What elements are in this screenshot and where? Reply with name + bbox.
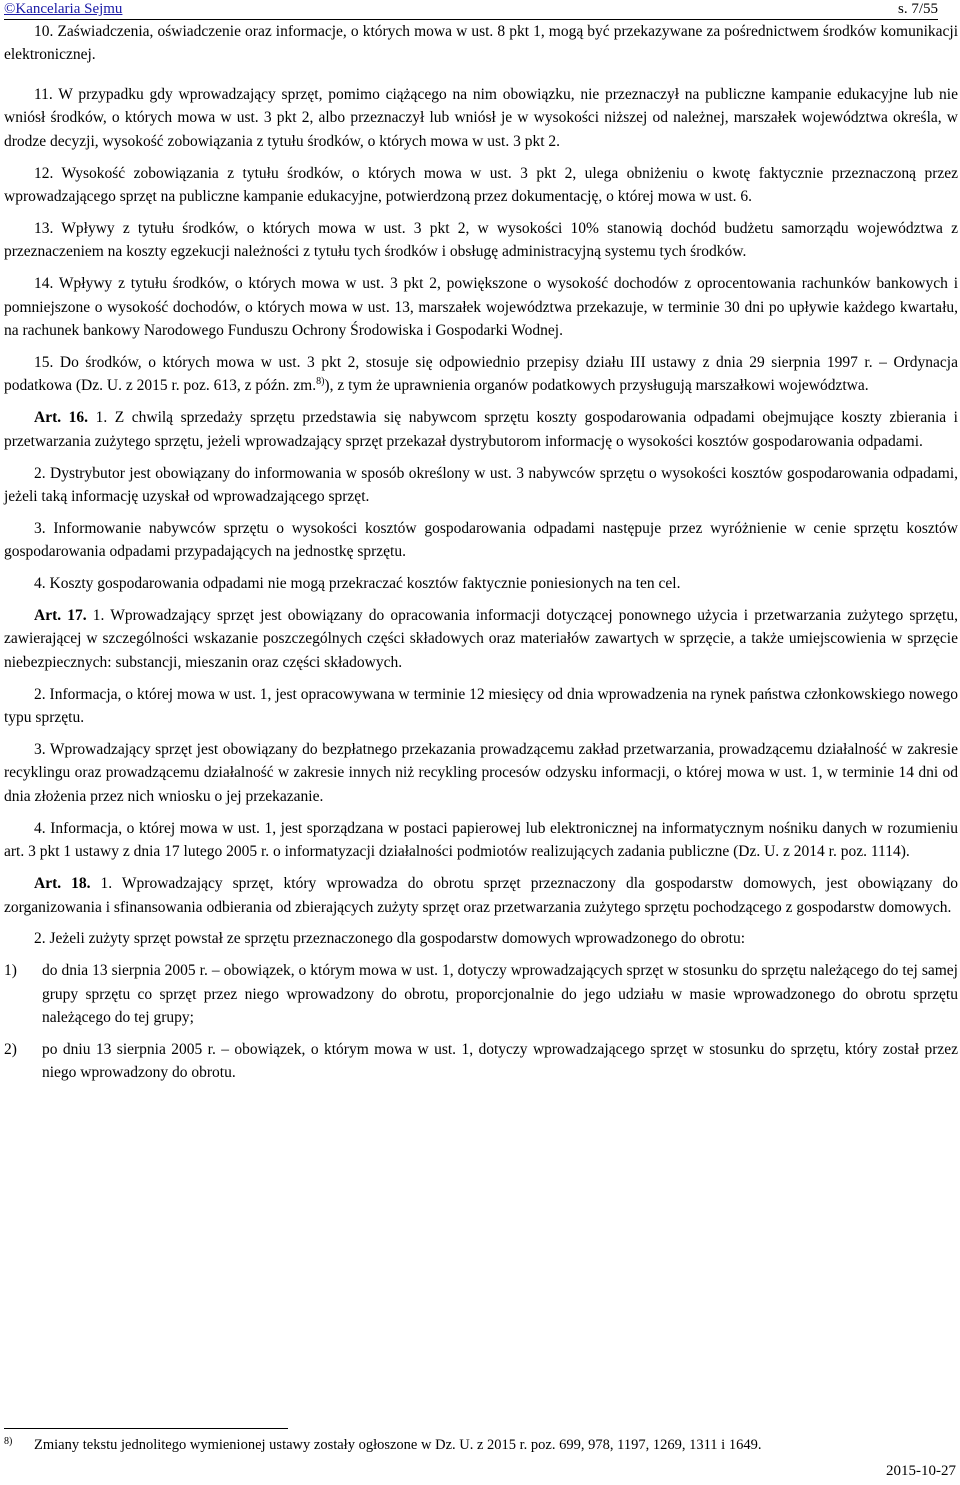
art-17-par-1: Art. 17. 1. Wprowadzający sprzęt jest obowiązany do opracowania informacji dotyczącej ponownego użycia i przetwarzania zużytego sprzętu, zawierającej w szczególności wskazanie poszczególnych części składowych oraz materiałów zawartych w sprzęcie, a także umiejscowienia w sprzęcie niebezpiecznych: substancji, mieszanin oraz części składowych. xyxy=(4,607,958,671)
article-label: Art. 16. xyxy=(34,409,89,427)
art-16-par-1: Art. 16. 1. Z chwilą sprzedaży sprzętu przedstawia się nabywcom sprzętu koszty gospodarowania odpadami obejmujące koszty zbierania i przetwarzania zużytego sprzętu, jeżeli wprowadzający sprzęt przekazał dystrybutorom informację o wysokości kosztów gospodarowania odpadami. xyxy=(4,409,958,450)
paragraph-14: 14. Wpływy z tytułu środków, o których mowa w ust. 3 pkt 2, powiększone o wysokość dochodów z oprocentowania rachunków bankowych i pomniejszone o wysokość dochodów, o których mowa w ust. 13, marszałek województwa przekazuje, w terminie 30 dni po upływie każdego kwartału, na rachunek bankowy Narodowego Funduszu Ochrony Środowiska i Gospodarki Wodnej. xyxy=(4,275,958,339)
art-17-par-4: 4. Informacja, o której mowa w ust. 1, jest sporządzana w postaci papierowej lub elektronicznej na informatycznym nośniku danych w rozumieniu art. 3 pkt 1 ustawy z dnia 17 lutego 2005 r. o informatyzacji działalności podmiotów realizujących zadania publiczne (Dz. U. z 2014 r. poz. 1114). xyxy=(4,819,958,861)
footnote xyxy=(4,1436,954,1454)
footnote-ref: 8) xyxy=(316,376,325,388)
list-item-text: po dniu 13 sierpnia 2005 r. – obowiązek, o którym mowa w ust. 1, dotyczy wprowadzającego sprzęt w stosunku do sprzętu, który został przez niego wprowadzony do obrotu. xyxy=(42,1041,958,1082)
article-label: Art. 17. xyxy=(34,607,87,625)
art-17-par-2: 2. Informacja, o której mowa w ust. 1, jest opracowywana w terminie 12 miesięcy od dnia wprowadzenia na rynek państwa członkowskiego nowego typu sprzętu. xyxy=(4,685,958,727)
page-header xyxy=(4,0,938,20)
list-item-number: 2) xyxy=(4,1041,17,1059)
list-item-number: 1) xyxy=(4,962,17,980)
list-item xyxy=(4,1038,958,1085)
art-16-par-4: 4. Koszty gospodarowania odpadami nie mogą przekraczać kosztów faktycznie poniesionych na ten cel. xyxy=(34,575,681,593)
page-number: s. 7/55 xyxy=(897,1,938,17)
article-label: Art. 18. xyxy=(34,875,91,893)
paragraph-10: 10. Zaświadczenia, oświadczenie oraz informacje, o których mowa w ust. 8 pkt 1, mogą być przekazywane za pośrednictwem środków komunikacji elektronicznej. xyxy=(4,23,958,64)
list-item xyxy=(4,959,958,1029)
footnote-divider xyxy=(4,1428,288,1429)
document-body xyxy=(4,20,958,1085)
paragraph-15: 15. Do środków, o których mowa w ust. 3 pkt 2, stosuje się odpowiednio przepisy działu III ustawy z dnia 29 sierpnia 1997 r. – Ordynacja podatkowa (Dz. U. z 2015 r. poz. 613, z późn. zm.$^{8)}$), z tym że uprawnienia organów podatkowych przysługują marszałkowi województwa. xyxy=(4,353,958,395)
list-item-text: do dnia 13 sierpnia 2005 r. – obowiązek, o którym mowa w ust. 1, dotyczy wprowadzających sprzęt w stosunku do sprzętu należącego do tej samej grupy sprzętu co sprzęt przez niego wprowadzony do obrotu, proporcjonalnie do jego udziału w masie wprowadzonego do obrotu sprzętu należącego do tej grupy; xyxy=(42,962,958,1027)
footnote-marker: 8) xyxy=(4,1436,13,1447)
art-17-par-3: 3. Wprowadzający sprzęt jest obowiązany do bezpłatnego przekazania prowadzącemu zakład przetwarzania, prowadzącemu działalność w zakresie recyklingu oraz prowadzącemu działalność w zakresie innych niż recykling procesów odzysku informacji, o której mowa w ust. 1, w terminie 14 dni od dnia złożenia przez nich wniosku o jej przekazanie. xyxy=(4,741,958,805)
art-18-par-1: Art. 18. 1. Wprowadzający sprzęt, który wprowadza do obrotu sprzęt przeznaczony dla gospodarstw domowych, jest obowiązany do zorganizowania i sfinansowania odbierania od zbierających zużyty sprzęt oraz przetwarzania zużytego sprzętu pochodzącego z gospodarstw domowych. xyxy=(4,875,958,916)
document-date: 2015-10-27 xyxy=(886,1463,956,1479)
paragraph-11: 11. W przypadku gdy wprowadzający sprzęt, pomimo ciążącego na nim obowiązku, nie przeznaczył na publiczne kampanie edukacyjne lub nie wniósł środków, o których mowa w ust. 3 pkt 2, albo przeznaczył lub wniósł je w wysokości niższej od należnej, marszałek województwa określa, w drodze decyzji, wysokość zobowiązania z tytułu środków, o których mowa w ust. 3 pkt 2. xyxy=(4,85,958,150)
kancelaria-sejmu-link[interactable]: ©Kancelaria Sejmu xyxy=(4,1,123,17)
paragraph-13: 13. Wpływy z tytułu środków, o których mowa w ust. 3 pkt 2, w wysokości 10% stanowią dochód budżetu samorządu województwa z przeznaczeniem na koszty egzekucji należności z tytułu tych środków i obsługę administracyjną systemu tych środków. xyxy=(4,219,958,261)
art-16-par-3: 3. Informowanie nabywców sprzętu o wysokości kosztów gospodarowania odpadami następuje przez wyróżnienie w cenie sprzętu kosztów gospodarowania odpadami przypadających na jednostkę sprzętu. xyxy=(4,519,958,561)
paragraph-12: 12. Wysokość zobowiązania z tytułu środków, o których mowa w ust. 3 pkt 2, ulega obniżeniu o kwotę faktycznie przeznaczoną przez wprowadzającego sprzęt na publiczne kampanie edukacyjne, potwierdzoną przez dokumentację, o której mowa w ust. 6. xyxy=(4,164,958,205)
footnote-text: Zmiany tekstu jednolitego wymienionej ustawy zostały ogłoszone w Dz. U. z 2015 r. poz. 699, 978, 1197, 1269, 1311 i 1649. xyxy=(34,1437,762,1453)
art-18-par-2: 2. Jeżeli zużyty sprzęt powstał ze sprzętu przeznaczonego dla gospodarstw domowych wprowadzonego do obrotu: xyxy=(34,930,746,948)
art-16-par-2: 2. Dystrybutor jest obowiązany do informowania w sposób określony w ust. 3 nabywców sprzętu o wysokości kosztów gospodarowania odpadami, jeżeli taką informację uzyskał od wprowadzającego sprzęt. xyxy=(4,464,958,505)
